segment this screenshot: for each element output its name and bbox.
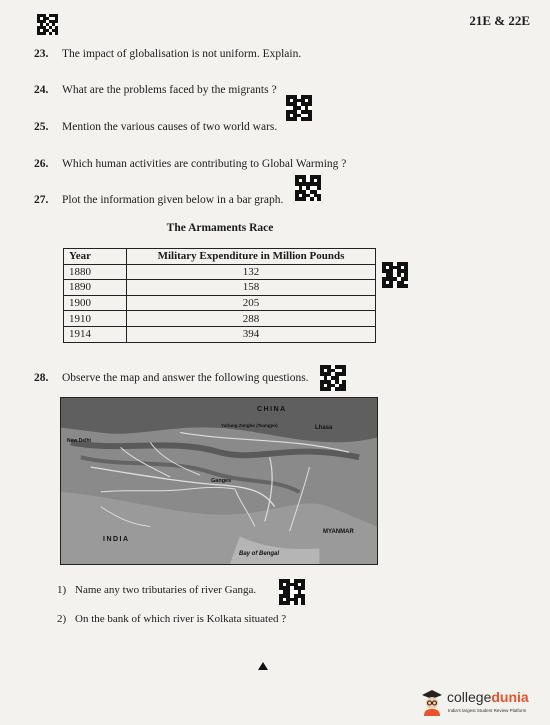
river-map <box>60 397 378 565</box>
qr-code-sub1 <box>279 579 305 605</box>
cell-year: 1880 <box>64 264 127 280</box>
triangle-marker <box>258 662 268 670</box>
question-26 <box>34 158 346 170</box>
map-label-ganges: Ganges <box>211 478 232 484</box>
cell-expenditure: 394 <box>127 326 376 342</box>
table-header-row <box>64 249 376 265</box>
question-text: Observe the map and answer the following questions. <box>62 372 309 384</box>
column-header-year: Year <box>64 249 127 265</box>
question-number: 26. <box>34 158 49 170</box>
cell-expenditure: 132 <box>127 264 376 280</box>
graduate-avatar-icon <box>420 688 444 716</box>
cell-expenditure: 205 <box>127 295 376 311</box>
table-title: The Armaments Race <box>166 222 274 234</box>
sub-question-text: On the bank of which river is Kolkata situated ? <box>75 613 287 625</box>
paper-code: 21E & 22E <box>469 13 530 28</box>
cell-expenditure: 158 <box>127 280 376 296</box>
question-23 <box>34 48 301 60</box>
collegedunia-watermark <box>420 686 548 722</box>
cell-year: 1910 <box>64 311 127 327</box>
question-text: What are the problems faced by the migrants ? <box>62 84 277 96</box>
table-row <box>64 280 376 296</box>
map-label-bay-of-bengal: Bay of Bengal <box>239 551 280 557</box>
armaments-table <box>63 248 376 343</box>
question-number: 27. <box>34 194 49 206</box>
map-label-new-delhi: New Delhi <box>67 438 91 444</box>
qr-code-top-left <box>37 14 58 35</box>
qr-code-q26 <box>295 175 321 201</box>
sub-question-text: Name any two tributaries of river Ganga. <box>75 584 257 596</box>
table-row <box>64 295 376 311</box>
question-text: Plot the information given below in a bar graph. <box>62 194 284 206</box>
table-row <box>64 311 376 327</box>
sub-question-1 <box>57 584 256 596</box>
question-text: Mention the various causes of two world wars. <box>62 121 278 133</box>
table-row <box>64 326 376 342</box>
question-24 <box>34 84 277 96</box>
question-text: Which human activities are contributing to Global Warming ? <box>62 158 347 170</box>
cell-year: 1900 <box>64 295 127 311</box>
question-25 <box>34 121 277 133</box>
sub-question-number: 2) <box>57 613 67 625</box>
map-label-tsangpo: Yarlung Zangbo (Tsangpo) <box>221 423 278 428</box>
qr-code-q27 <box>382 262 408 288</box>
map-label-india: INDIA <box>103 536 130 543</box>
column-header-expenditure: Military Expenditure in Million Pounds <box>127 249 376 265</box>
brand-tagline: India's largest Student Review Platform <box>448 708 527 713</box>
sub-question-2 <box>57 613 286 625</box>
question-28 <box>34 372 309 384</box>
question-number: 28. <box>34 372 49 384</box>
brand-name-suffix: dunia <box>491 689 529 705</box>
qr-code-q24 <box>286 95 312 121</box>
question-number: 24. <box>34 84 49 96</box>
table-row <box>64 264 376 280</box>
map-label-china: CHINA <box>257 406 287 413</box>
cell-year: 1890 <box>64 280 127 296</box>
question-number: 25. <box>34 121 49 133</box>
question-number: 23. <box>34 48 49 60</box>
sub-question-number: 1) <box>57 584 67 596</box>
cell-year: 1914 <box>64 326 127 342</box>
brand-name <box>447 689 529 705</box>
qr-code-q28 <box>320 365 346 391</box>
cell-expenditure: 288 <box>127 311 376 327</box>
map-label-myanmar: MYANMAR <box>323 529 354 535</box>
question-text: The impact of globalisation is not uniform. Explain. <box>62 48 302 60</box>
question-27 <box>34 194 283 206</box>
map-label-lhasa: Lhasa <box>315 425 333 431</box>
brand-name-prefix: college <box>447 689 492 705</box>
